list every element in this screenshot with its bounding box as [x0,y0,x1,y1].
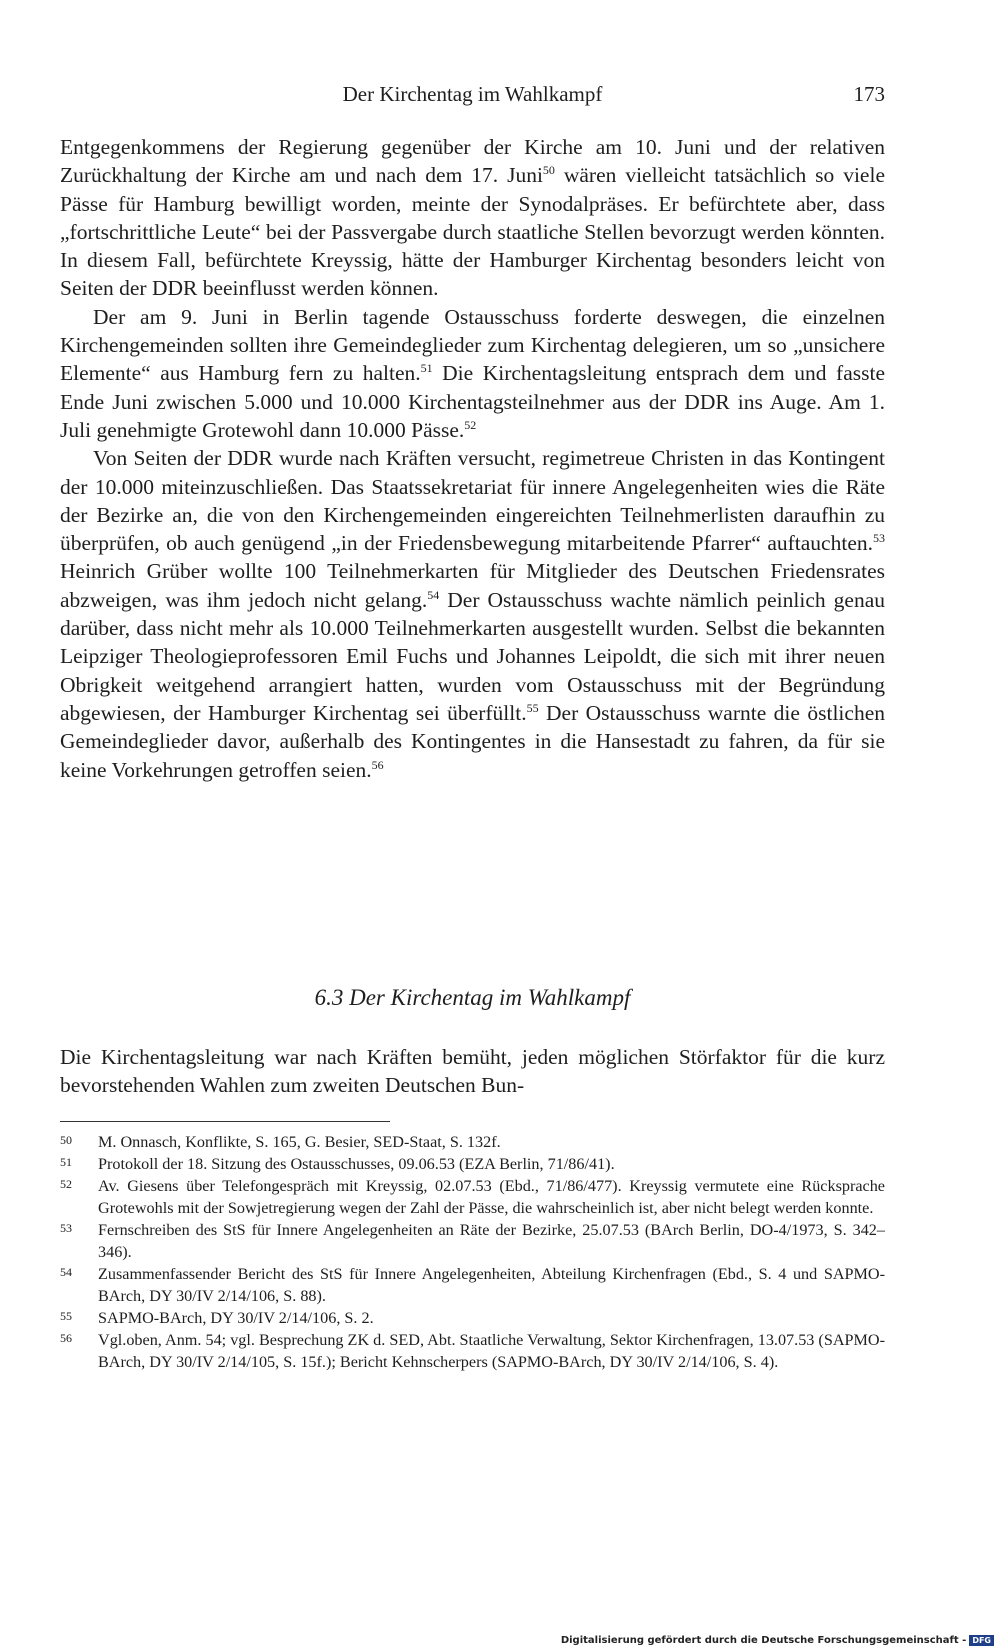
text-run: Von Seiten der DDR wurde nach Kräften versucht, regimetreue Christen in das Kontingent der 10.000 miteinzuschließen. Das Staatssekretariat für innere Angelegenheiten wies die Räte der Bezirke an, die von den Kirchengemeinden eingereichten Teilnehmerlisten daraufhin zu überprüfen, ob auch genügend „in der Friedensbewegung mitarbeitende Pfarrer“ auftauchten. [60,446,885,556]
footnote-ref: 54 [427,587,440,602]
footnote-50 [60,1131,885,1153]
footnote-text: Av. Giesens über Telefongespräch mit Kreyssig, 02.07.53 (Ebd., 71/86/477). Kreyssig vermutete eine Rücksprache Grotewohls mit der Sowjetregierung wegen der Zahl der Pässe, die wahrscheinlich ist, aber nicht belegt werden konnte. [98,1177,885,1217]
footnote-ref: 51 [420,361,433,376]
footnote-number: 50 [60,1133,72,1147]
footnote-text: M. Onnasch, Konflikte, S. 165, G. Besier, SED-Staat, S. 132f. [98,1133,501,1151]
footnote-number: 56 [60,1331,72,1345]
footnote-number: 52 [60,1177,72,1191]
footnote-51 [60,1153,885,1175]
section-text [60,1043,885,1100]
running-title: Der Kirchentag im Wahlkampf [342,82,603,106]
footnote-number: 53 [60,1221,72,1235]
paragraph-1 [60,133,885,303]
footnote-number: 54 [60,1265,72,1279]
footnotes [60,1131,885,1373]
footnote-number: 51 [60,1155,72,1169]
footnote-text: SAPMO-BArch, DY 30/IV 2/14/106, S. 2. [98,1309,374,1327]
footnote-52 [60,1175,885,1219]
section-heading: 6.3 Der Kirchentag im Wahlkampf [314,985,631,1010]
footnote-54 [60,1263,885,1307]
footnote-text: Protokoll der 18. Sitzung des Ostausschusses, 09.06.53 (EZA Berlin, 71/86/41). [98,1155,615,1173]
footnote-55 [60,1307,885,1329]
digitization-text: Digitalisierung gefördert durch die Deutsche Forschungsgemeinschaft - [560,1635,967,1646]
paragraph-3 [60,444,885,784]
footnote-ref: 56 [371,757,384,772]
text-run: Der Ostausschuss warnte die östlichen Gemeindeglieder davor, außerhalb des Kontingentes in die Hansestadt zu fahren, da für sie keine Vorkehrungen getroffen seien. [60,700,885,782]
footnote-ref: 53 [873,531,885,545]
footnote-ref: 55 [526,700,539,715]
footnote-56 [60,1329,885,1373]
footnote-text: Fernschreiben des StS für Innere Angelegenheiten an Räte der Bezirke, 25.07.53 (BArch Berlin, DO-4/1973, S. 342–346). [98,1221,885,1261]
footnote-text: Vgl.oben, Anm. 54; vgl. Besprechung ZK d. SED, Abt. Staatliche Verwaltung, Sektor Kirchenfragen, 13.07.53 (SAPMO-BArch, DY 30/IV 2/14/105, S. 15f.); Bericht Kehnscherpers (SAPMO-BArch, DY 30/IV 2/14/106, S. 4). [98,1331,885,1371]
body-text [60,133,885,784]
digitization-note [561,1635,994,1646]
footnote-ref: 52 [464,417,477,432]
footnote-divider [60,1121,390,1122]
text-run: Der Ostausschuss wachte nämlich peinlich genau darüber, dass nicht mehr als 10.000 Teilnehmerkarten ausgestellt wurden. Selbst die bekannten Leipziger Theologieprofessoren Emil Fuchs und Johannes Leipoldt, die sich mit ihrer neuen Obrigkeit weitgehend arrangiert hatten, wurden vom Ostausschuss mit der Begründung abgewiesen, der Hamburger Kirchentag sei überfüllt. [60,587,886,725]
text-run: Die Kirchentagsleitung entsprach dem und fasste Ende Juni zwischen 5.000 und 10.000 Kirchentagsteilnehmer aus der DDR ins Auge. Am 1. Juli genehmigte Grotewohl dann 10.000 Pässe. [60,361,885,442]
text-run: Der am 9. Juni in Berlin tagende Ostausschuss forderte deswegen, die einzelnen Kirchengemeinden sollten ihre Gemeindeglieder zum Kirchentag delegieren, um so „unsichere Elemente“ aus Hamburg fern zu halten. [60,304,885,386]
footnote-number: 55 [60,1309,72,1323]
page-number: 173 [853,82,885,106]
paragraph-2 [60,303,885,444]
running-head [60,80,885,110]
text-run: Heinrich Grüber wollte 100 Teilnehmerkarten für Mitglieder des Deutschen Friedensrates abzweigen, was ihm jedoch nicht gelang. [60,559,885,612]
dfg-logo: DFG [969,1635,994,1646]
text-run: Entgegenkommens der Regierung gegenüber der Kirche am 10. Juni und der relativen Zurückhaltung der Kirche am und nach dem 17. Juni [60,135,885,188]
footnote-ref: 50 [542,163,555,178]
footnote-53 [60,1219,885,1263]
text-run: wären vielleicht tatsächlich so viele Pässe für Hamburg bewilligt worden, meinte der Synodalpräses. Er befürchtete aber, dass „fortschrittliche Leute“ bei der Passvergabe durch staatliche Stellen bevorzugt werden könnten. In diesem Fall, befürchtete Kreyssig, hätte der Hamburger Kirchentag besonders leicht von Seiten der DDR beeinflusst werden können. [60,163,885,301]
footnote-text: Zusammenfassender Bericht des StS für Innere Angelegenheiten, Abteilung Kirchenfragen (Ebd., S. 4 und SAPMO-BArch, DY 30/IV 2/14/106, S. 88). [98,1265,885,1305]
section-paragraph: Die Kirchentagsleitung war nach Kräften bemüht, jeden möglichen Störfaktor für die kurz bevorstehenden Wahlen zum zweiten Deutschen Bun- [60,1045,885,1098]
